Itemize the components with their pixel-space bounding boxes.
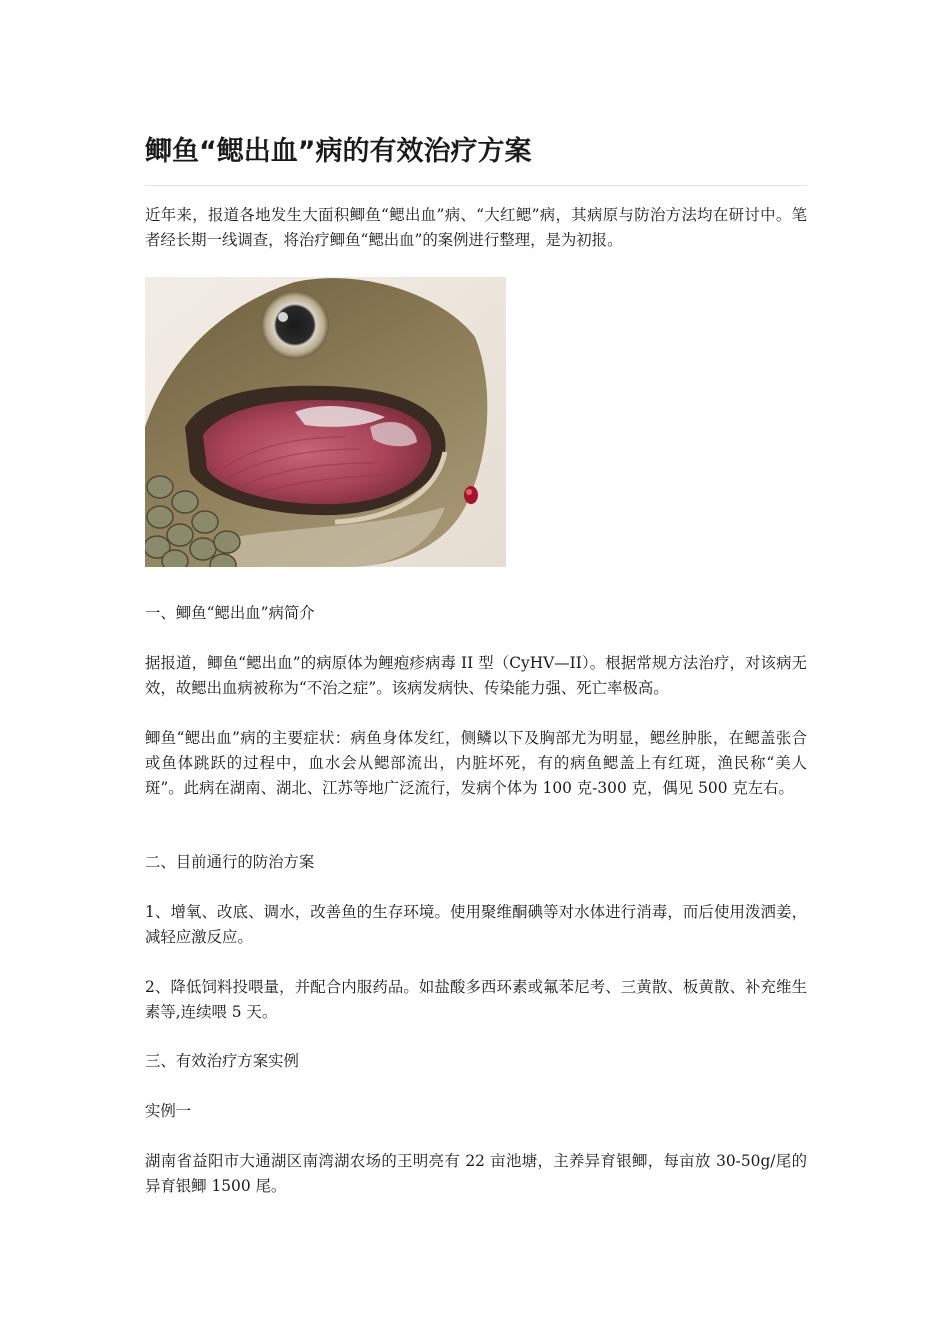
paragraph: 湖南省益阳市大通湖区南湾湖农场的王明亮有 22 亩池塘，主养异育银鲫，每亩放 30-50g/尾的异育银鲫 1500 尾。 xyxy=(145,1152,807,1195)
title-divider xyxy=(145,185,807,186)
case-label: 实例一 xyxy=(145,1102,192,1120)
list-item: 1、增氧、改底、调水，改善鱼的生存环境。使用聚维酮碘等对水体进行消毒，而后使用泼洒姜，减轻应激反应。 xyxy=(145,903,807,946)
paragraph: 据报道，鲫鱼“鳃出血”的病原体为鲤疱疹病毒 II 型（CyHV—II）。根据常规方法治疗，对该病无效，故鳃出血病被称为“不治之症”。该病发病快、传染能力强、死亡率极高。 xyxy=(145,654,807,697)
section-heading: 二、目前通行的防治方案 xyxy=(145,853,315,871)
section-heading: 三、有效治疗方案实例 xyxy=(145,1052,299,1070)
list-item: 2、降低饲料投喂量，并配合内服药品。如盐酸多西环素或氟苯尼考、三黄散、板黄散、补充维生素等,连续喂 5 天。 xyxy=(145,978,807,1021)
paragraph: 鲫鱼“鳃出血”病的主要症状：病鱼身体发红，侧鳞以下及胸部尤为明显，鳃丝肿胀，在鳃盖张合或鱼体跳跃的过程中，血水会从鳃部流出，内脏坏死，有的病鱼鳃盖上有红斑，渔民称“美人斑”。此病在湖南、湖北、江苏等地广泛流行，发病个体为 100 克-300 克，偶见 500 克左右。 xyxy=(145,729,807,797)
intro-paragraph: 近年来，报道各地发生大面积鲫鱼“鳃出血”病、“大红鳃”病，其病原与防治方法均在研讨中。笔者经长期一线调查，将治疗鲫鱼“鳃出血”的案例进行整理，是为初报。 xyxy=(145,206,807,249)
fish-gill-photo xyxy=(145,277,506,567)
section-heading: 一、鲫鱼“鳃出血”病简介 xyxy=(145,604,315,622)
page-title: 鲫鱼“鳃出血”病的有效治疗方案 xyxy=(145,136,532,167)
